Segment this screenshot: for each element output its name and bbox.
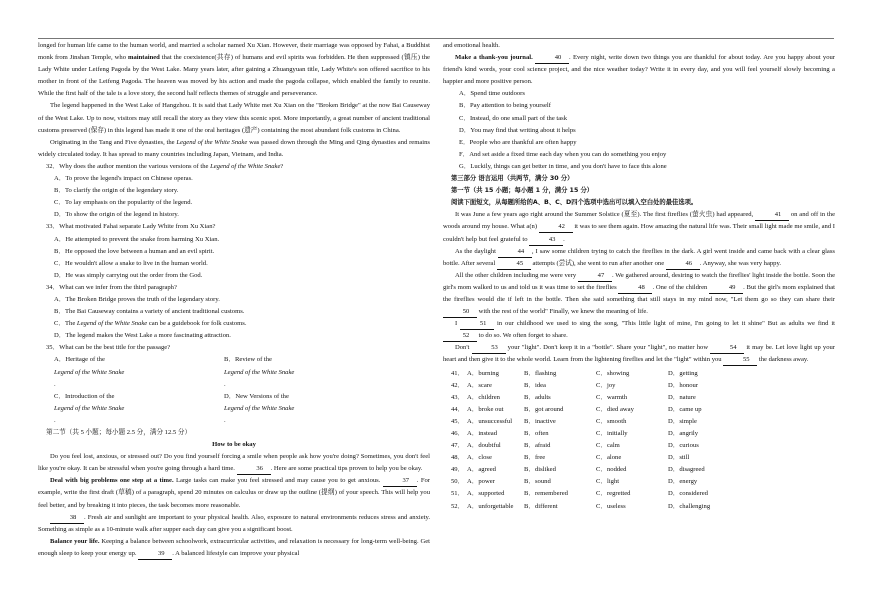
text: Don't xyxy=(455,344,472,352)
q35-options-row-1 xyxy=(38,354,430,390)
q35-option-d xyxy=(224,391,394,427)
text: on and off in the woods around my house. What a(n) xyxy=(443,211,835,231)
cloze-instructions: 阅读下面短文，从每题所给的A、B、C、D四个选项中选出可以填入空白处的最佳选项。 xyxy=(451,199,698,207)
legend-paragraph-3 xyxy=(38,137,430,161)
seven-option-c: C．Instead, do one small part of the task xyxy=(459,114,568,122)
right-column xyxy=(443,40,835,513)
answer-row-44 xyxy=(443,404,835,416)
text: that the coexistence(共存) of humans and evil spirits was forbidden. He then suppressed (镇压) the Lady White under Leifeng Pagoda by the West Lake. Many years later, after gaining a Zhuangyuan title, Lady White's son offered sacrifice to his mother in front of the Leifeng Pagoda. The heaven was moved by his action and made the pagoda collapse, which enabled the family to reunite. While the first half of the tale is a love story, the second half reflects themes of struggle and perseverance. xyxy=(38,54,430,98)
option-d[interactable]: D．considered xyxy=(668,490,708,498)
question-number: 42． xyxy=(451,381,465,389)
text: it was to see them again. How amazing the natural life was. Their small light made me smile, and I couldn't help but feel grateful to xyxy=(443,223,835,243)
text: the darkness away. xyxy=(757,356,809,364)
option-a[interactable]: A．burning xyxy=(467,369,499,377)
text: . One of the children xyxy=(652,283,710,291)
seven-option-f: F．And set aside a fixed time each day when you can do something you enjoy xyxy=(459,150,667,158)
okay-paragraph-5 xyxy=(443,52,835,88)
italic-title: Legend of the White Snake xyxy=(54,368,125,376)
q35-option-b xyxy=(224,354,394,390)
q32-option-d: D．To show the origin of the legend in history. xyxy=(54,211,179,219)
answer-row-46 xyxy=(443,428,835,440)
text: Do you feel lost, anxious, or stressed out? Do you find yourself forcing a smile when people ask how you're doing? Sometimes, you don't feel like you're okay. It can be stressful when you're going through a hard time. xyxy=(38,453,430,473)
blank-36[interactable]: 36 xyxy=(237,464,271,475)
text: longed for human life came to the human world, and married a scholar named Xu Xian. However, their marriage was opposed by Fahai, a Buddhist monk from Jinshan Temple, who xyxy=(38,42,430,62)
option-a[interactable]: A．agreed xyxy=(467,466,496,474)
okay-paragraph-4-end: and emotional health. xyxy=(443,42,500,49)
text: . xyxy=(563,235,565,243)
option-c[interactable]: C．alone xyxy=(596,454,622,462)
q33-option-c: C．He wouldn't allow a snake to live in the human world. xyxy=(54,259,208,267)
option-c[interactable]: C．showing xyxy=(596,369,630,377)
okay-paragraph-1 xyxy=(38,451,430,475)
text: C．The xyxy=(54,320,77,328)
text: can be a guidebook for folk customs. xyxy=(147,320,247,328)
blank-37[interactable]: 37 xyxy=(383,476,417,487)
blank-50[interactable]: 50 xyxy=(443,307,477,318)
blank-54[interactable]: 54 xyxy=(710,343,744,354)
option-c[interactable]: C．regretted xyxy=(596,490,631,498)
option-a[interactable]: A．doubtful xyxy=(467,442,501,450)
blank-39[interactable]: 39 xyxy=(138,549,172,560)
blank-48[interactable]: 48 xyxy=(618,283,652,294)
option-a[interactable]: A．scare xyxy=(467,381,492,389)
blank-55[interactable]: 55 xyxy=(723,355,757,366)
italic-title: Legend of the White Snake xyxy=(76,320,148,328)
text: D．New Versions of the xyxy=(224,392,289,400)
option-c[interactable]: C．initially xyxy=(596,430,628,437)
passage-title: How to be okay xyxy=(212,441,256,449)
option-a[interactable]: A．supported xyxy=(467,490,505,498)
text: your "light". Don't keep it in a "bottle". Share your "light", no matter how xyxy=(505,344,711,352)
text: . Here are some practical tips proven to help you be okay. xyxy=(270,465,423,473)
text: A．Heritage of the xyxy=(54,356,105,364)
text: . We gathered around, desiring to watch the fireflies' light inside the bottle. Soon the girl's mom walked to us and told us it was time to set the fireflies xyxy=(443,271,835,291)
bold-heading: Make a thank-you journal. xyxy=(455,54,533,62)
answer-row-41 xyxy=(443,368,835,380)
answer-row-51 xyxy=(443,488,835,500)
legend-paragraph-2: The legend happened in the West Lake of Hangzhou. It is said that Lady White met Xu Xian on the "Broken Bridge" at the now Bai Causeway of the West Lake. Up to now, visitors may still recall the story as they view this scenic spot. More importantly, a great number of ancient traditional customs preserved (保存) in this legend has made it one of the oral heritages (遗产) containing the most abundant folk customs in China. xyxy=(38,102,430,134)
question-number: 44． xyxy=(451,405,465,413)
bold-heading: Balance your life. xyxy=(50,537,100,545)
option-b[interactable]: B．remembered xyxy=(524,490,568,498)
question-35: 35．What can be the best title for the passage? xyxy=(46,344,171,352)
option-b[interactable]: B．disliked xyxy=(524,466,556,474)
question-number: 50． xyxy=(451,478,465,486)
option-b[interactable]: B．idea xyxy=(524,381,546,389)
option-a[interactable]: A．power xyxy=(467,478,495,486)
q32-option-a: A．To prove the legend's impact on Chinese operas. xyxy=(54,175,193,183)
bold-word: maintained xyxy=(127,54,160,62)
answer-row-42 xyxy=(443,380,835,392)
question-number: 47． xyxy=(451,442,465,450)
section-2-heading: 第二节（共 5 小题；每小题 2.5 分，满分 12.5 分） xyxy=(46,429,192,436)
text: All the other children including me were very xyxy=(455,271,578,279)
legend-paragraph-1 xyxy=(38,40,430,100)
blank-53[interactable]: 53 xyxy=(472,343,506,354)
part-3-section-1-heading: 第一节（共 15 小题；每小题 1 分，满分 15 分） xyxy=(451,187,594,195)
q33-option-a: A．He attempted to prevent the snake from harming Xu Xian. xyxy=(54,235,220,243)
q35-options-row-2 xyxy=(38,391,430,427)
option-d[interactable]: D．energy xyxy=(668,478,698,486)
seven-option-b: B．Pay attention to being yourself xyxy=(459,102,551,110)
q32-option-c: C．To lay emphasis on the popularity of the legend. xyxy=(54,199,193,207)
blank-41[interactable]: 41 xyxy=(755,210,789,221)
option-c[interactable]: C．died away xyxy=(596,405,634,413)
q34-option-d: D．The legend makes the West Lake a more fascinating attraction. xyxy=(54,332,231,340)
blank-46[interactable]: 46 xyxy=(666,259,700,270)
q34-option-b: B．The Bai Causeway contains a variety of ancient traditional customs. xyxy=(54,308,245,316)
option-d[interactable]: D．simple xyxy=(668,417,697,425)
question-32 xyxy=(38,161,430,173)
question-number: 45． xyxy=(451,417,465,425)
option-d[interactable]: D．came up xyxy=(668,405,702,413)
okay-paragraph-4 xyxy=(38,536,430,560)
option-a[interactable]: A．unsuccessful xyxy=(467,417,513,425)
blank-44[interactable]: 44 xyxy=(498,247,532,258)
answer-row-45 xyxy=(443,416,835,428)
q35-option-c xyxy=(54,391,224,427)
option-c[interactable]: C．joy xyxy=(596,381,616,389)
option-b[interactable]: B．adults xyxy=(524,393,551,401)
text: Keeping a balance between schoolwork, extracurricular activities, and relaxation is necessary for long-term well-being. Get enough sleep to keep your energy up. xyxy=(38,537,430,557)
text: . A balanced lifestyle can improve your physical xyxy=(172,549,300,557)
option-c[interactable]: C．useless xyxy=(596,502,626,510)
option-c[interactable]: C．warmth xyxy=(596,393,628,401)
bold-heading: Deal with big problems one step at a time. xyxy=(50,477,174,485)
text: . Fresh air and sunlight are important to your physical health. Also, exposure to natural environments reduces stress and anxiety. Something as simple as a 10-minute walk after supper each day can give you a significant boost. xyxy=(38,513,430,533)
text: As the daylight xyxy=(455,247,498,255)
okay-paragraph-3 xyxy=(38,512,430,536)
question-number: 43． xyxy=(451,393,465,401)
option-c[interactable]: C．smooth xyxy=(596,417,627,425)
text: with the rest of the world" Finally, we knew the meaning of life. xyxy=(477,308,648,316)
option-b[interactable]: B．got around xyxy=(524,405,564,413)
answer-row-52 xyxy=(443,501,835,513)
option-b[interactable]: B．sound xyxy=(524,478,551,486)
option-b[interactable]: B．flashing xyxy=(524,369,557,377)
question-33: 33．What motivated Fahai separate Lady White from Xu Xian? xyxy=(46,223,216,231)
blank-49[interactable]: 49 xyxy=(709,283,743,294)
q32-option-b: B．To clarify the origin of the legendary story. xyxy=(54,187,179,195)
question-number: 49． xyxy=(451,466,465,474)
option-b[interactable]: B．inactive xyxy=(524,417,556,425)
text: . But the girl's mom explained that the fireflies would die if left in the bottle. Then she said something that still stays in my mind now, "Let them go so they can share their xyxy=(443,283,836,303)
okay-paragraph-2 xyxy=(38,475,430,511)
answer-row-43 xyxy=(443,392,835,404)
text: Originating in the Tang and Five dynasties, the xyxy=(50,138,177,146)
option-d[interactable]: D．still xyxy=(668,454,690,462)
text: , I saw some children trying to catch the fireflies in the dark. A girl went inside and came back with a clear glass bottle. After several xyxy=(443,247,835,267)
question-number: 52． xyxy=(451,502,465,510)
option-b[interactable]: B．afraid xyxy=(524,442,551,450)
text: 32．Why does the author mention the various versions of the xyxy=(46,162,211,170)
option-b[interactable]: B．free xyxy=(524,454,546,462)
q35-option-a xyxy=(54,354,224,390)
seven-option-e: E．People who are thankful are often happy xyxy=(459,138,577,146)
text: was passed down through the Ming and Qing dynasties and remains widely circulated today. It has spread to many countries including Japan, Vietnam, and India. xyxy=(38,138,430,158)
left-column xyxy=(38,40,430,560)
option-a[interactable]: A．broke out xyxy=(467,405,504,413)
cloze-paragraph-1 xyxy=(443,209,835,245)
text: to do so. We often forget to share. xyxy=(477,332,568,340)
blank-47[interactable]: 47 xyxy=(578,271,612,282)
text: attempts (尝试), she went to run after another one xyxy=(530,259,666,267)
answer-row-48 xyxy=(443,452,835,464)
option-d[interactable]: D．disagreed xyxy=(668,466,705,474)
italic-title: Legend of the White Snake xyxy=(224,404,295,412)
blank-52[interactable]: 52 xyxy=(443,331,477,342)
blank-38[interactable]: 38 xyxy=(50,513,84,524)
option-a[interactable]: A．instead xyxy=(467,430,498,437)
option-a[interactable]: A．children xyxy=(467,393,500,401)
text: in our childhood we used to sing the song, "This little light of mine, I'm going to let it shine" But as adults we find it xyxy=(494,320,835,328)
option-b[interactable]: B．different xyxy=(524,502,558,510)
text: ? xyxy=(280,162,284,170)
seven-option-d: D．You may find that writing about it helps xyxy=(459,126,576,134)
text: it may be. Let love light up your heart and then give it to the whole world. Learn from the lightening fireflies and let the "light" within you xyxy=(443,344,835,364)
cloze-paragraph-4 xyxy=(443,318,835,342)
italic-title: Legend of the White Snake xyxy=(54,404,125,412)
text: I xyxy=(455,320,461,328)
option-d[interactable]: D．honour xyxy=(668,381,699,389)
question-number: 46． xyxy=(451,430,465,437)
question-number: 51． xyxy=(451,490,465,498)
blank-40[interactable]: 40 xyxy=(535,53,569,64)
q33-option-d: D．He was simply carrying out the order from the God. xyxy=(54,271,203,279)
cloze-paragraph-3 xyxy=(443,270,835,318)
text: . xyxy=(224,380,226,388)
q34-option-a: A．The Broken Bridge proves the truth of the legendary story. xyxy=(54,295,220,303)
header-rule xyxy=(38,38,834,39)
text: B．Review of the xyxy=(224,356,272,364)
question-number: 48． xyxy=(451,454,465,462)
text: . xyxy=(54,416,56,424)
question-number: 41． xyxy=(451,369,465,377)
option-d[interactable]: D．nature xyxy=(668,393,696,401)
italic-title: Legend of the White Snake xyxy=(176,138,248,146)
text: C．Introduction of the xyxy=(54,392,115,400)
part-3-heading: 第三部分 语言运用（共两节，满分 30 分） xyxy=(451,175,574,183)
text: Large tasks can make you feel stressed and may cause you to get anxious. xyxy=(173,477,383,485)
blank-43[interactable]: 43 xyxy=(529,235,563,246)
option-a[interactable]: A．close xyxy=(467,454,492,462)
answer-row-49 xyxy=(443,464,835,476)
text: . xyxy=(224,416,226,424)
cloze-paragraph-2 xyxy=(443,246,835,270)
seven-option-a: A．Spend time outdoors xyxy=(459,90,525,98)
option-a[interactable]: A．unforgettable xyxy=(467,502,514,510)
answer-options-table xyxy=(443,368,835,513)
answer-row-50 xyxy=(443,476,835,488)
cloze-paragraph-5 xyxy=(443,342,835,366)
seven-option-g: G．Luckily, things can get better in time, and you don't have to face this alone xyxy=(459,162,667,170)
option-c[interactable]: C．nodded xyxy=(596,466,627,474)
question-34: 34．What can we infer from the third paragraph? xyxy=(46,283,177,291)
q33-option-b: B．He opposed the love between a human and an evil spirit. xyxy=(54,247,215,255)
option-d[interactable]: D．challenging xyxy=(668,502,711,510)
blank-42[interactable]: 42 xyxy=(539,222,573,233)
answer-row-47 xyxy=(443,440,835,452)
text: . Anyway, she was very happy. xyxy=(699,259,781,267)
option-c[interactable]: C．calm xyxy=(596,442,620,450)
option-b[interactable]: B．often xyxy=(524,430,549,437)
text: . For example, write the first draft (草稿) of a paragraph, spend 20 minutes on calculus or draw up the outline (提纲) of your speech. This will help you feel better, and by breaking it into pieces, the task becomes more reasonable. xyxy=(38,477,430,509)
blank-51[interactable]: 51 xyxy=(460,319,494,330)
text: . xyxy=(54,380,56,388)
q34-option-c xyxy=(38,318,430,330)
option-d[interactable]: D．curious xyxy=(668,442,699,450)
text: . Every night, write down two things you are thankful for about today. Are you happy about your friend's kind words, your cool science project, and the nice weather today? Write it in every day, and you will feel yourself slowly becoming a happier and more positive person. xyxy=(443,54,835,86)
blank-45[interactable]: 45 xyxy=(497,259,531,270)
text: It was June a few years ago right around the Summer Solstice (夏至). The first fireflies (萤火虫) had appeared, xyxy=(455,211,756,219)
option-d[interactable]: D．angrily xyxy=(668,430,699,437)
italic-title: Legend of the White Snake xyxy=(210,162,281,170)
option-c[interactable]: C．light xyxy=(596,478,620,486)
option-d[interactable]: D．getting xyxy=(668,369,698,377)
italic-title: Legend of the White Snake xyxy=(224,368,295,376)
